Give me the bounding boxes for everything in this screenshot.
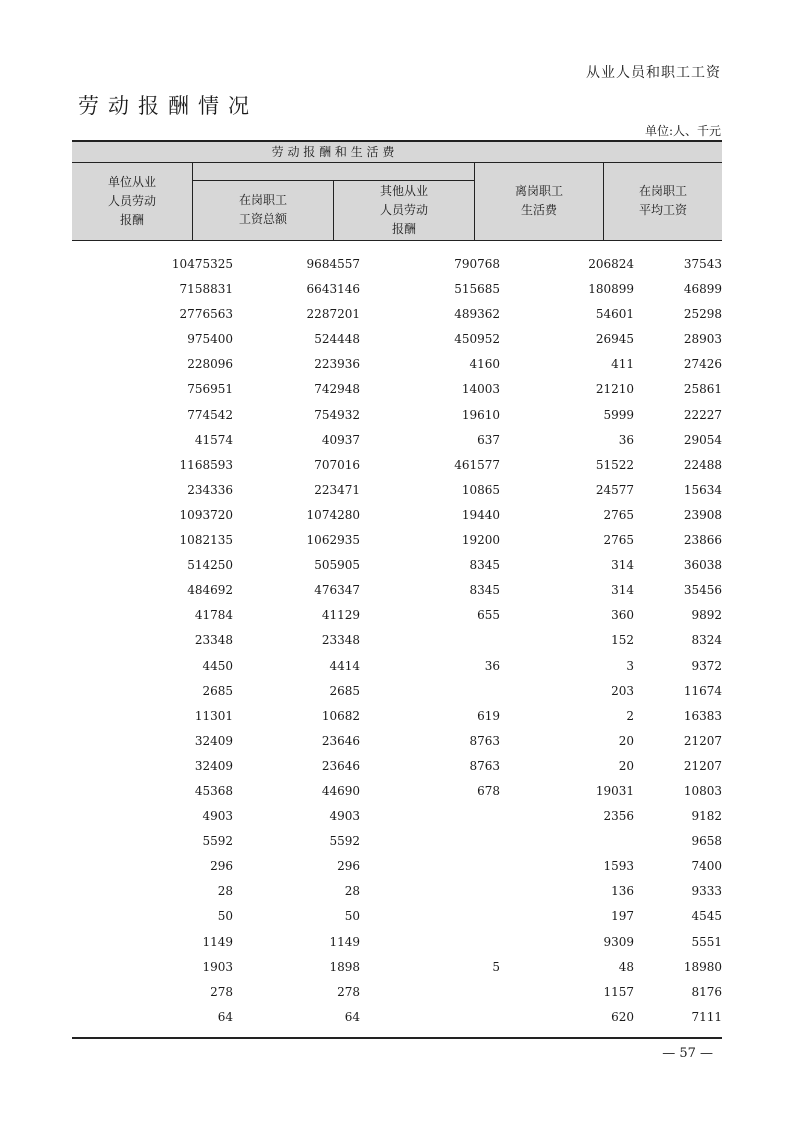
table-cell: 28903	[683, 332, 722, 347]
table-row	[72, 704, 722, 729]
table-row	[72, 453, 722, 478]
table-cell: 16383	[683, 708, 722, 723]
table-cell: 2287201	[306, 307, 360, 322]
table-cell: 23866	[683, 533, 722, 548]
table-cell: 296	[210, 859, 233, 874]
table-cell: 136	[611, 884, 634, 899]
table-cell: 754932	[314, 407, 360, 422]
table-cell: 2356	[603, 809, 634, 824]
table-cell: 50	[344, 909, 360, 924]
table-cell: 975400	[187, 332, 233, 347]
table-cell: 2	[626, 708, 634, 723]
table-cell: 27426	[683, 357, 722, 372]
table-cell: 10475325	[171, 257, 233, 271]
table-cell: 5592	[329, 834, 360, 849]
table-row	[72, 804, 722, 829]
table-row	[72, 729, 722, 754]
table-cell: 278	[337, 984, 360, 999]
table-cell: 24577	[595, 482, 634, 497]
table-cell: 296	[337, 859, 360, 874]
table-cell: 489362	[454, 307, 500, 322]
table-row	[72, 854, 722, 879]
table-cell: 19610	[461, 407, 500, 422]
table-cell: 5999	[603, 407, 634, 422]
table-cell: 51522	[595, 457, 634, 472]
table-cell: 21207	[683, 758, 722, 773]
table-cell: 8345	[469, 558, 500, 573]
table-cell: 18980	[683, 959, 722, 974]
table-cell: 223471	[314, 482, 360, 497]
table-cell: 25298	[683, 307, 722, 322]
table-row	[72, 754, 722, 779]
table-cell: 2776563	[179, 307, 233, 322]
table-cell: 1149	[202, 934, 233, 949]
table-cell: 23646	[321, 758, 360, 773]
table-cell: 1149	[329, 934, 360, 949]
table-cell: 29054	[683, 432, 722, 447]
col-header-unit-remuneration: 单位从业 人员劳动 报酬	[107, 174, 156, 227]
table-cell: 1062935	[306, 533, 360, 548]
table-cell: 461577	[454, 457, 500, 472]
table-cell: 1903	[202, 959, 233, 974]
table-cell: 756951	[187, 382, 233, 397]
table-cell: 1082135	[179, 533, 233, 548]
table-cell: 11301	[194, 708, 233, 723]
labor-remuneration-table	[72, 140, 722, 1030]
table-cell: 8324	[691, 633, 722, 648]
table-cell: 22227	[683, 407, 722, 422]
table-cell: 9658	[691, 834, 722, 849]
table-cell: 5551	[691, 934, 722, 949]
table-cell: 360	[611, 608, 634, 623]
table-row	[72, 252, 722, 277]
col-header-other-remuneration: 其他从业 人员劳动 报酬	[379, 183, 428, 236]
table-cell: 2685	[329, 683, 360, 698]
table-cell: 37543	[683, 257, 722, 271]
table-cell: 1593	[603, 859, 634, 874]
table-row	[72, 528, 722, 553]
table-cell: 620	[611, 1009, 634, 1024]
table-cell: 21210	[595, 382, 634, 397]
table-cell: 314	[611, 583, 634, 598]
col-header-onpost-wage-total: 在岗职工 工资总额	[238, 193, 287, 226]
table-cell: 774542	[187, 407, 233, 422]
table-cell: 15634	[683, 482, 722, 497]
table-cell: 9684557	[306, 257, 360, 271]
table-cell: 25861	[683, 382, 722, 397]
unit-label: 单位:人、千元	[644, 124, 721, 138]
table-row	[72, 930, 722, 955]
table-cell: 10682	[321, 708, 360, 723]
table-cell: 5592	[202, 834, 233, 849]
table-cell: 637	[477, 432, 500, 447]
table-cell: 36	[484, 658, 500, 673]
table-cell: 40937	[321, 432, 360, 447]
table-cell: 4160	[469, 357, 500, 372]
table-cell: 515685	[454, 282, 500, 297]
table-cell: 5	[492, 959, 500, 974]
table-cell: 7400	[691, 859, 722, 874]
table-cell: 64	[344, 1009, 360, 1024]
table-row	[72, 553, 722, 578]
table-cell: 28	[217, 884, 233, 899]
table-cell: 1157	[603, 984, 634, 999]
table-cell: 7111	[691, 1009, 722, 1024]
table-cell: 678	[477, 783, 500, 798]
table-cell: 152	[611, 633, 634, 648]
table-cell: 8763	[469, 758, 500, 773]
table-row	[72, 955, 722, 980]
table-row	[72, 578, 722, 603]
table-row	[72, 779, 722, 804]
table-cell: 19200	[461, 533, 500, 548]
table-row	[72, 302, 722, 327]
table-cell: 4414	[329, 658, 360, 673]
table-cell: 484692	[187, 583, 233, 598]
table-cell: 36038	[683, 558, 722, 573]
table-cell: 278	[210, 984, 233, 999]
table-cell: 8176	[691, 984, 722, 999]
table-cell: 180899	[588, 282, 634, 297]
table-row	[72, 603, 722, 628]
table-cell: 2765	[603, 533, 634, 548]
table-row	[72, 679, 722, 704]
table-body	[72, 252, 722, 1030]
col-header-average-wage: 在岗职工 平均工资	[638, 184, 687, 217]
table-cell: 22488	[683, 457, 722, 472]
table-cell: 20	[618, 758, 634, 773]
table-cell: 476347	[314, 583, 360, 598]
table-row	[72, 403, 722, 428]
table-cell: 514250	[187, 558, 233, 573]
table-cell: 14003	[461, 382, 500, 397]
table-cell: 742948	[314, 382, 360, 397]
table-cell: 223936	[314, 357, 360, 372]
table-cell: 234336	[187, 482, 233, 497]
table-cell: 8763	[469, 733, 500, 748]
table-cell: 197	[611, 909, 634, 924]
table-cell: 41574	[194, 432, 233, 447]
col-header-offpost-living: 离岗职工 生活费	[514, 184, 563, 217]
table-row	[72, 478, 722, 503]
table-cell: 524448	[314, 332, 360, 347]
table-cell: 23348	[194, 633, 233, 648]
table-cell: 3	[626, 658, 634, 673]
table-cell: 9182	[691, 809, 722, 824]
table-cell: 9333	[691, 884, 722, 899]
table-row	[72, 377, 722, 402]
table-cell: 4545	[691, 909, 722, 924]
table-row	[72, 503, 722, 528]
table-cell: 619	[477, 708, 500, 723]
table-row	[72, 1005, 722, 1030]
table-cell: 28	[344, 884, 360, 899]
table-cell: 411	[611, 357, 634, 372]
table-row	[72, 428, 722, 453]
table-cell: 8345	[469, 583, 500, 598]
bottom-rule	[72, 1037, 722, 1039]
table-cell: 314	[611, 558, 634, 573]
table-cell: 20	[618, 733, 634, 748]
table-cell: 9892	[691, 608, 722, 623]
table-cell: 32409	[194, 758, 233, 773]
table-cell: 10803	[683, 783, 722, 798]
table-row	[72, 980, 722, 1005]
table-row	[72, 904, 722, 929]
table-row	[72, 277, 722, 302]
table-cell: 4450	[202, 658, 233, 673]
table-cell: 23348	[321, 633, 360, 648]
table-cell: 35456	[683, 583, 722, 598]
table-cell: 44690	[321, 783, 360, 798]
table-cell: 450952	[454, 332, 500, 347]
group-header-remuneration: 劳 动 报 酬 和 生 活 费	[271, 144, 395, 159]
table-cell: 203	[611, 683, 634, 698]
page-number: — 57 —	[662, 1046, 713, 1061]
table-cell: 10865	[461, 482, 500, 497]
table-cell: 54601	[595, 307, 634, 322]
table-row	[72, 628, 722, 653]
table-cell: 21207	[683, 733, 722, 748]
table-cell: 50	[217, 909, 233, 924]
table-cell: 64	[217, 1009, 233, 1024]
table-cell: 23646	[321, 733, 360, 748]
table-cell: 9372	[691, 658, 722, 673]
table-row	[72, 829, 722, 854]
table-cell: 19440	[461, 507, 500, 522]
table-cell: 32409	[194, 733, 233, 748]
table-cell: 4903	[202, 809, 233, 824]
table-cell: 1168593	[179, 457, 233, 472]
table-cell: 1074280	[306, 507, 360, 522]
table-cell: 45368	[194, 783, 233, 798]
running-header: 从业人员和职工工资	[586, 65, 721, 81]
table-cell: 2765	[603, 507, 634, 522]
table-cell: 707016	[314, 457, 360, 472]
table-cell: 46899	[683, 282, 722, 297]
table-cell: 11674	[683, 683, 722, 698]
table-row	[72, 654, 722, 679]
table-cell: 36	[618, 432, 634, 447]
table-row	[72, 879, 722, 904]
table-cell: 228096	[187, 357, 233, 372]
table-cell: 23908	[683, 507, 722, 522]
table-cell: 41129	[321, 608, 360, 623]
table-cell: 4903	[329, 809, 360, 824]
table-cell: 7158831	[179, 282, 233, 297]
table-cell: 26945	[595, 332, 634, 347]
table-cell: 2685	[202, 683, 233, 698]
page-title: 劳动报酬情况	[78, 94, 258, 118]
table-cell: 48	[618, 959, 634, 974]
table-cell: 1898	[329, 959, 360, 974]
table-cell: 9309	[603, 934, 634, 949]
table-cell: 1093720	[179, 507, 233, 522]
table-cell: 655	[477, 608, 500, 623]
table-cell: 206824	[588, 257, 634, 271]
table-header	[72, 140, 722, 241]
table-row	[72, 352, 722, 377]
table-cell: 19031	[595, 783, 634, 798]
table-cell: 41784	[194, 608, 233, 623]
table-cell: 6643146	[306, 282, 360, 297]
table-row	[72, 327, 722, 352]
table-cell: 505905	[314, 558, 360, 573]
table-cell: 790768	[454, 257, 500, 271]
